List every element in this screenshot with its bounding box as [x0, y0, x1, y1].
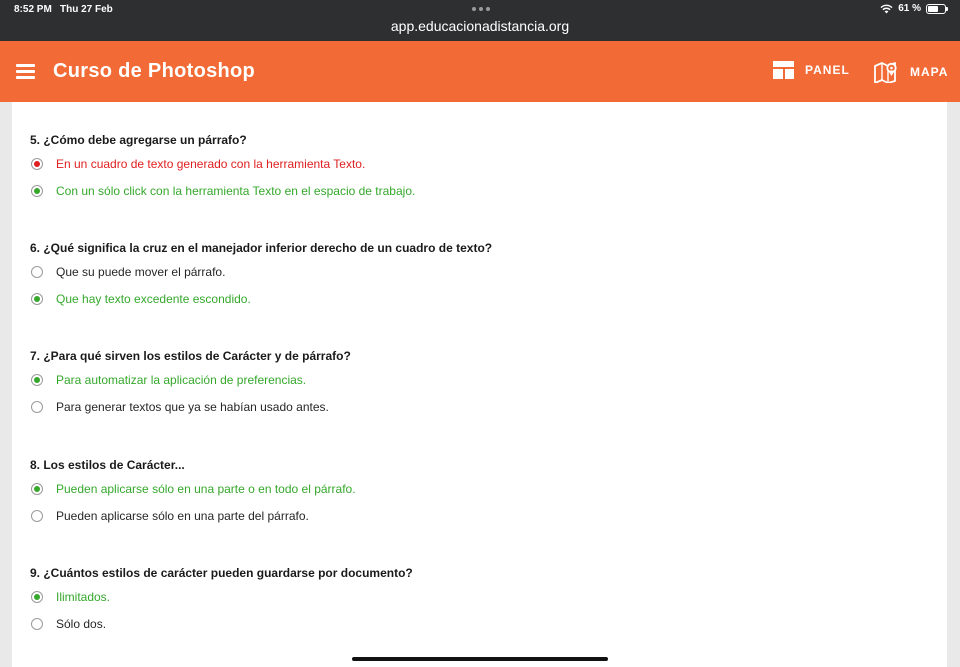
radio-button[interactable]	[31, 266, 43, 278]
answer-option[interactable]	[30, 258, 920, 285]
mapa-label: MAPA	[910, 65, 949, 79]
status-time: 8:52 PM	[14, 4, 52, 15]
question-8	[30, 455, 920, 529]
answer-option[interactable]	[30, 150, 920, 177]
answer-option[interactable]	[30, 610, 920, 637]
answer-option[interactable]	[30, 583, 920, 610]
quiz-card	[12, 102, 947, 667]
radio-button[interactable]	[31, 483, 43, 495]
question-7	[30, 346, 920, 420]
radio-button[interactable]	[31, 374, 43, 386]
battery-icon	[926, 4, 946, 14]
option-label: Para generar textos que ya se habían usado antes.	[56, 399, 329, 414]
answer-option[interactable]	[30, 393, 920, 420]
question-title: 7. ¿Para qué sirven los estilos de Carácter y de párrafo?	[30, 349, 351, 363]
question-6	[30, 238, 920, 312]
radio-button[interactable]	[31, 401, 43, 413]
multitasking-dots-icon[interactable]	[472, 7, 490, 11]
option-label: Que su puede mover el párrafo.	[56, 264, 226, 279]
option-label: Ilimitados.	[56, 589, 111, 604]
dashboard-icon	[773, 61, 795, 79]
question-5	[30, 130, 920, 204]
radio-button[interactable]	[31, 618, 43, 630]
page-title: Curso de Photoshop	[53, 60, 256, 82]
wifi-icon	[880, 4, 893, 14]
question-title: 8. Los estilos de Carácter...	[30, 458, 185, 472]
battery-percentage: 61 %	[898, 3, 921, 14]
status-date: Thu 27 Feb	[60, 4, 113, 15]
option-label: Con un sólo click con la herramienta Texto en el espacio de trabajo.	[56, 183, 416, 198]
radio-button[interactable]	[31, 510, 43, 522]
answer-option[interactable]	[30, 285, 920, 312]
status-indicators	[880, 3, 946, 14]
option-label: Que hay texto excedente escondido.	[56, 291, 251, 306]
option-label: Pueden aplicarse sólo en una parte o en todo el párrafo.	[56, 481, 356, 496]
panel-button[interactable]	[773, 61, 850, 79]
option-label: Para automatizar la aplicación de preferencias.	[56, 372, 307, 387]
answer-option[interactable]	[30, 502, 920, 529]
question-9	[30, 563, 920, 637]
question-title: 9. ¿Cuántos estilos de carácter pueden guardarse por documento?	[30, 566, 413, 580]
app-header	[0, 41, 960, 102]
option-label: Pueden aplicarse sólo en una parte del párrafo.	[56, 508, 309, 523]
hamburger-icon[interactable]	[16, 64, 35, 79]
radio-button[interactable]	[31, 591, 43, 603]
radio-button[interactable]	[31, 293, 43, 305]
radio-button[interactable]	[31, 185, 43, 197]
map-icon	[874, 61, 900, 83]
answer-option[interactable]	[30, 177, 920, 204]
option-label: En un cuadro de texto generado con la herramienta Texto.	[56, 156, 366, 171]
url-bar[interactable]: app.educacionadistancia.org	[390, 18, 570, 34]
home-indicator[interactable]	[352, 657, 608, 661]
question-title: 6. ¿Qué significa la cruz en el manejador inferior derecho de un cuadro de texto?	[30, 241, 493, 255]
panel-label: PANEL	[805, 63, 850, 77]
option-label: Sólo dos.	[56, 616, 107, 631]
radio-button[interactable]	[31, 158, 43, 170]
question-title: 5. ¿Cómo debe agregarse un párrafo?	[30, 133, 247, 147]
answer-option[interactable]	[30, 366, 920, 393]
status-bar	[0, 0, 960, 41]
mapa-button[interactable]	[874, 61, 948, 83]
answer-option[interactable]	[30, 475, 920, 502]
